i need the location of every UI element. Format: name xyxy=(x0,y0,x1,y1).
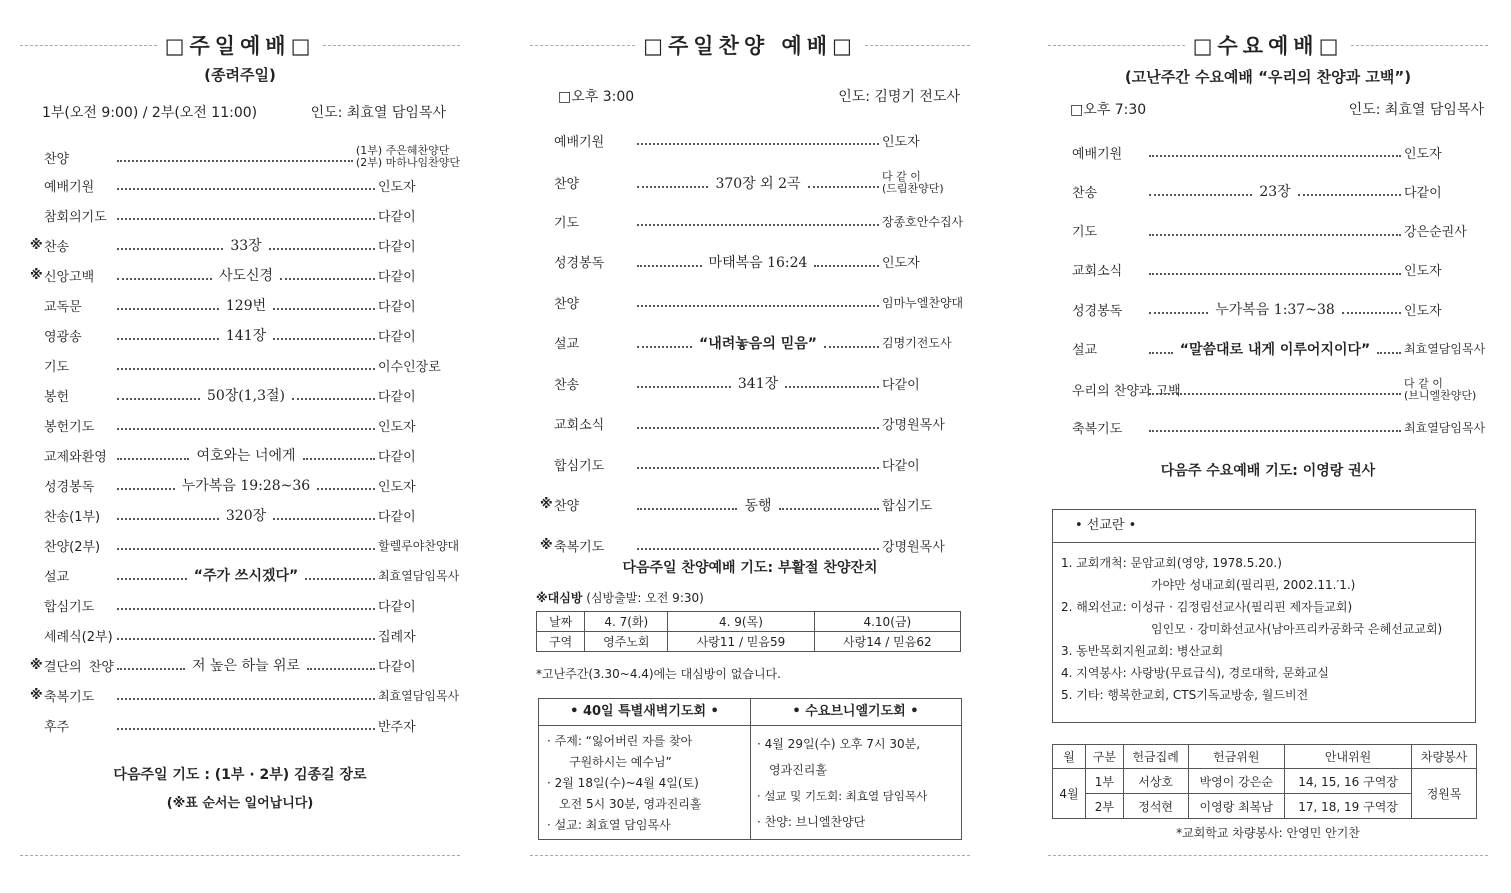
order-item-name: 예배기원 xyxy=(1072,146,1123,162)
order-row xyxy=(30,504,460,526)
order-item-performer: 최효열담임목사 xyxy=(378,688,460,703)
mission-list xyxy=(1061,552,1471,706)
performer-line: (2부) 마하나임찬양단 xyxy=(355,156,460,169)
order-row xyxy=(30,714,460,736)
order-item-performer: 인도자 xyxy=(1404,303,1442,319)
list-item: · 설교 및 기도회: 최효열 담임목사 xyxy=(757,789,928,803)
leader-dots xyxy=(117,458,189,460)
leader-dots xyxy=(273,518,375,520)
order-item-name: 봉헌기도 xyxy=(44,419,95,435)
duty-table xyxy=(1052,744,1477,819)
order-item-performer xyxy=(356,145,460,169)
order-item-name: 우리의 찬양과 고백 xyxy=(1072,384,1181,400)
leader-dots xyxy=(117,728,375,730)
leader-dots xyxy=(117,188,375,190)
order-row xyxy=(30,234,460,256)
order-item-performer: 이수인장로 xyxy=(378,359,441,375)
order-item-name: 신앙고백 xyxy=(44,269,95,285)
order-item-name: 성경봉독 xyxy=(1072,303,1123,319)
leader-dots xyxy=(117,578,187,580)
order-row xyxy=(1058,416,1488,438)
order-item-name: 찬송 xyxy=(1072,185,1098,201)
list-item: 가야만 성내교회(필리핀, 2002.11.′1.) xyxy=(1151,578,1356,592)
table-cell: 4.10(금) xyxy=(814,612,960,632)
title-row xyxy=(20,30,460,60)
order-row xyxy=(30,204,460,226)
table-row xyxy=(537,632,961,652)
leader-dots xyxy=(814,265,879,267)
order-item-detail: 23장 xyxy=(1259,184,1291,201)
list-item: 오전 5시 30분, 영과진리홀 xyxy=(559,797,702,811)
order-item-detail: 동행 xyxy=(744,497,772,514)
order-item-name: 찬양 xyxy=(554,177,580,192)
order-item-performer: 다같이 xyxy=(1404,185,1442,201)
order-row xyxy=(540,170,970,196)
order-item-name: 찬양 xyxy=(554,296,580,312)
order-item-performer: 할렐루야찬양대 xyxy=(378,538,460,553)
order-item-performer xyxy=(882,171,970,195)
order-item-detail: 누가복음 1:37~38 xyxy=(1215,302,1335,319)
order-item-detail: 33장 xyxy=(230,238,262,254)
order-row xyxy=(30,534,460,556)
order-item-name: 봉헌 xyxy=(44,389,70,405)
table-cell: 구역 xyxy=(537,632,585,652)
order-row xyxy=(540,210,970,232)
order-row xyxy=(1058,338,1488,360)
order-item-name: 합심기도 xyxy=(44,599,95,615)
order-item-performer: 합심기도 xyxy=(882,499,933,514)
wednesday-service-column xyxy=(1048,0,1488,893)
order-item-performer: 김명기전도사 xyxy=(882,336,952,350)
order-item-detail: 누가복음 19:28~36 xyxy=(181,478,311,494)
leader-dots xyxy=(1149,352,1173,354)
order-row xyxy=(30,624,460,646)
leader-dots xyxy=(117,668,185,670)
list-item: · 주제: “잃어버린 자를 찾아 xyxy=(547,734,693,748)
order-item-name: 교회소식 xyxy=(1072,264,1123,280)
prayer-meeting-box xyxy=(538,698,962,840)
order-item-name: 축복기도 xyxy=(44,689,95,705)
divider xyxy=(20,855,460,856)
leader-dots xyxy=(1149,155,1401,157)
leader-dots xyxy=(637,427,879,429)
praise-service-column xyxy=(530,0,970,893)
next-prayer: 다음주일 찬양예배 기도: 부활절 찬양잔치 xyxy=(622,560,878,576)
leader-dots xyxy=(117,308,219,310)
order-row xyxy=(1058,180,1488,202)
order-item-name: 기도 xyxy=(554,215,580,231)
order-item-name: 찬송 xyxy=(554,377,580,393)
order-item-name: 세례식(2부) xyxy=(44,629,113,645)
order-item-name: 찬양 xyxy=(554,499,580,514)
order-item-detail: 370장 외 2곡 xyxy=(715,175,801,192)
dawn-prayer-title: • 40일 특별새벽기도회 • xyxy=(539,699,751,726)
leader-dots xyxy=(637,265,702,267)
table-header-cell: 월 xyxy=(1053,745,1086,769)
list-item: 임인모 · 강미화선교사(남아프리카공화국 은혜선교교회) xyxy=(1151,622,1443,636)
order-item-performer: 인도자 xyxy=(882,134,920,150)
list-item: 1. 교회개척: 문암교회(영양, 1978.5.20.) xyxy=(1061,556,1282,570)
order-item-name: 결단의 찬양 xyxy=(44,659,114,675)
stand-mark: ※ xyxy=(30,267,43,283)
list-item: · 2월 18일(수)~4월 4일(토) xyxy=(547,776,699,790)
order-item-name: 영광송 xyxy=(44,329,82,345)
list-item: · 찬양: 브니엘찬양단 xyxy=(757,815,866,829)
order-row xyxy=(540,413,970,435)
order-row xyxy=(30,474,460,496)
order-item-performer: 다같이 xyxy=(378,329,416,345)
leader-dots xyxy=(117,160,353,162)
divider xyxy=(20,45,157,46)
leader-dots xyxy=(808,186,879,188)
leader-dots xyxy=(117,338,219,340)
order-item-performer: 최효열담임목사 xyxy=(1404,420,1486,435)
order-item-performer: 임마누엘찬양대 xyxy=(882,295,964,310)
order-item-name: 찬양 xyxy=(44,151,70,167)
order-item-performer: 인도자 xyxy=(1404,264,1442,280)
order-row xyxy=(540,251,970,273)
next-prayer: 다음주일 기도 : (1부 · 2부) 김종길 장로 xyxy=(113,767,367,783)
order-row xyxy=(1058,220,1488,242)
table-cell: 정석현 xyxy=(1123,794,1188,819)
table-row xyxy=(537,612,961,632)
leader-dots xyxy=(1149,194,1252,196)
service-meta xyxy=(530,86,970,106)
leader-dots xyxy=(637,224,879,226)
order-item-name: 축복기도 xyxy=(1072,421,1123,437)
stand-note: (※표 순서는 일어납니다) xyxy=(166,796,314,811)
order-item-name: 찬양(2부) xyxy=(44,539,101,555)
service-time: 1부(오전 9:00) / 2부(오전 11:00) xyxy=(42,105,258,121)
order-row xyxy=(540,372,970,394)
order-item-performer: 다같이 xyxy=(378,659,416,675)
table-cell: 4. 9(목) xyxy=(668,612,814,632)
table-cell: 2부 xyxy=(1086,794,1124,819)
next-prayer: 다음주 수요예배 기도: 이영랑 권사 xyxy=(1160,463,1376,479)
order-row xyxy=(1058,298,1488,320)
order-row xyxy=(30,294,460,316)
order-item-performer: 최효열담임목사 xyxy=(378,568,460,583)
order-row xyxy=(30,414,460,436)
table-row xyxy=(1053,745,1477,769)
stand-mark: ※ xyxy=(540,497,553,512)
table-cell: 날짜 xyxy=(537,612,585,632)
order-item-name: 설교 xyxy=(1072,343,1098,358)
divider xyxy=(750,725,751,839)
order-item-detail: “주가 쓰시겠다” xyxy=(193,568,299,584)
stand-mark: ※ xyxy=(30,657,43,673)
divider xyxy=(1048,45,1185,46)
leader-dots xyxy=(117,548,375,550)
section-title: □주일예배□ xyxy=(164,34,316,58)
order-item-name: 찬송(1부) xyxy=(44,509,101,525)
table-cell: 사랑11 / 믿음59 xyxy=(668,632,814,652)
leader-dots xyxy=(280,278,375,280)
order-row xyxy=(540,534,970,556)
order-item-name: 참회의기도 xyxy=(44,209,107,225)
order-item-detail: 여호와는 너에게 xyxy=(196,448,296,464)
performer-line: 다 같 이 xyxy=(882,169,921,183)
leader-dots xyxy=(637,143,879,145)
order-item-performer: 인도자 xyxy=(882,256,920,271)
leader-dots xyxy=(117,368,375,370)
order-item-name: 찬송 xyxy=(44,239,70,255)
order-item-name: 교제와환영 xyxy=(44,449,107,465)
leader-dots xyxy=(117,638,375,640)
leader-dots xyxy=(269,248,375,250)
table-cell: 서상호 xyxy=(1123,769,1188,794)
visit-note: *고난주간(3.30~4.4)에는 대심방이 없습니다. xyxy=(536,667,781,681)
order-item-name: 후주 xyxy=(44,719,70,735)
leader-dots xyxy=(117,698,375,700)
leader-dots xyxy=(117,248,223,250)
order-item-performer: 다같이 xyxy=(378,599,416,615)
mission-title: • 선교란 • xyxy=(1053,510,1475,543)
leader-dots xyxy=(273,308,375,310)
visit-heading xyxy=(536,589,704,606)
order-item-performer: 다같이 xyxy=(882,458,920,474)
order-item-performer: 다같이 xyxy=(882,377,920,393)
order-item-performer: 인도자 xyxy=(378,479,416,495)
table-cell: 박영이 강은순 xyxy=(1188,769,1284,794)
order-row xyxy=(30,324,460,346)
leader-dots xyxy=(1377,352,1401,354)
list-item: · 설교: 최효열 담임목사 xyxy=(547,818,671,832)
order-row xyxy=(1058,259,1488,281)
leader-dots xyxy=(637,508,737,510)
order-item-name: 기도 xyxy=(1072,225,1098,241)
order-row xyxy=(30,444,460,466)
order-item-name: 교회소식 xyxy=(554,418,605,433)
leader-dots xyxy=(117,278,212,280)
leader-dots xyxy=(637,186,708,188)
leader-dots xyxy=(637,386,731,388)
leader-dots xyxy=(303,458,375,460)
service-time: □오후 7:30 xyxy=(1070,102,1147,118)
table-cell: 17, 18, 19 구역장 xyxy=(1284,794,1411,819)
order-item-detail: “내려놓음의 믿음” xyxy=(699,335,817,352)
leader-dots xyxy=(637,467,879,469)
order-row xyxy=(540,291,970,313)
order-item-performer: 다같이 xyxy=(378,209,416,225)
leader-dots xyxy=(779,508,879,510)
leader-dots xyxy=(305,578,375,580)
divider xyxy=(1351,45,1488,46)
leader-dots xyxy=(117,428,375,430)
leader-dots xyxy=(117,608,375,610)
table-row xyxy=(1053,769,1477,794)
mission-box xyxy=(1052,509,1476,723)
leader-dots xyxy=(1149,234,1401,236)
leader-dots xyxy=(317,488,375,490)
table-cell: 1부 xyxy=(1086,769,1124,794)
divider xyxy=(865,45,970,46)
performer-line: (브니엘찬양단) xyxy=(1404,388,1477,402)
list-item: 4. 지역봉사: 사랑방(무료급식), 경로대학, 문화교실 xyxy=(1061,666,1329,680)
leader-dots xyxy=(1149,312,1208,314)
leader-dots xyxy=(637,548,879,550)
service-leader: 인도: 김명기 전도사 xyxy=(838,89,960,105)
dawn-prayer-details xyxy=(547,731,747,836)
order-item-name: 기도 xyxy=(44,359,70,375)
order-row xyxy=(540,129,970,151)
order-item-performer: 인도자 xyxy=(378,179,416,195)
list-item: 영과진리홀 xyxy=(769,763,827,777)
order-row xyxy=(30,594,460,616)
table-header-cell: 헌금집례 xyxy=(1123,745,1188,769)
order-item-performer: 다같이 xyxy=(378,299,416,315)
leader-dots xyxy=(785,386,879,388)
leader-dots xyxy=(1342,312,1401,314)
leader-dots xyxy=(1149,430,1401,432)
leader-dots xyxy=(1149,393,1401,395)
table-cell: 영주노회 xyxy=(585,632,668,652)
table-header-cell: 차량봉사 xyxy=(1412,745,1477,769)
order-row xyxy=(1058,141,1488,163)
divider xyxy=(530,855,970,856)
table-header-cell: 헌금위원 xyxy=(1188,745,1284,769)
order-item-detail: 141장 xyxy=(225,328,267,344)
order-row xyxy=(30,384,460,406)
section-title: □수요예배□ xyxy=(1192,34,1344,58)
order-item-performer: 다같이 xyxy=(378,389,416,405)
order-row xyxy=(540,494,970,516)
leader-dots xyxy=(117,518,219,520)
list-item: 5. 기타: 행복한교회, CTS기독교방송, 월드비전 xyxy=(1061,688,1309,702)
order-row xyxy=(30,354,460,376)
section-subtitle: (종려주일) xyxy=(204,66,276,84)
table-cell: 정원목 xyxy=(1412,769,1477,819)
table-cell: 4월 xyxy=(1053,769,1086,819)
order-item-performer: 집례자 xyxy=(378,629,416,645)
order-item-performer: 강명원목사 xyxy=(882,539,945,555)
service-leader: 인도: 최효열 담임목사 xyxy=(310,105,446,121)
order-item-detail: 사도신경 xyxy=(218,268,274,284)
order-item-detail: 50장(1,3절) xyxy=(206,388,286,404)
order-item-detail: 341장 xyxy=(737,376,779,392)
order-item-detail: 마태복음 16:24 xyxy=(708,254,808,271)
wednesday-prayer-details xyxy=(757,731,957,835)
stand-mark: ※ xyxy=(30,237,43,253)
order-row xyxy=(30,174,460,196)
divider xyxy=(323,45,460,46)
table-cell: 이영랑 최복남 xyxy=(1188,794,1284,819)
table-header-cell: 안내위원 xyxy=(1284,745,1411,769)
order-item-detail: 129번 xyxy=(225,298,267,314)
performer-line: (1부) 주은혜찬양단 xyxy=(355,144,450,157)
stand-mark: ※ xyxy=(30,687,43,703)
order-item-performer: 강은순권사 xyxy=(1404,225,1467,241)
order-item-performer: 장종호안수집사 xyxy=(882,214,964,229)
order-item-name: 교독문 xyxy=(44,299,82,315)
order-item-name: 성경봉독 xyxy=(554,256,605,271)
title-row xyxy=(1048,30,1488,60)
table-cell: 4. 7(화) xyxy=(585,612,668,632)
order-item-name: 성경봉독 xyxy=(44,479,95,495)
order-item-performer xyxy=(1404,378,1488,402)
leader-dots xyxy=(1298,194,1401,196)
service-leader: 인도: 최효열 담임목사 xyxy=(1348,102,1484,118)
sunday-service-column xyxy=(20,0,460,893)
order-item-performer: 다같이 xyxy=(378,509,416,525)
service-meta xyxy=(1048,99,1488,119)
table-header-cell: 구분 xyxy=(1086,745,1124,769)
service-meta xyxy=(20,102,460,122)
table-cell: 14, 15, 16 구역장 xyxy=(1284,769,1411,794)
order-row xyxy=(30,264,460,286)
leader-dots xyxy=(307,668,375,670)
order-item-performer: 인도자 xyxy=(1404,146,1442,162)
order-item-performer: 최효열담임목사 xyxy=(1404,342,1486,356)
order-item-detail: 320장 xyxy=(225,508,267,524)
leader-dots xyxy=(292,398,375,400)
order-item-name: 예배기원 xyxy=(44,179,95,195)
order-item-performer: 다같이 xyxy=(378,269,416,285)
order-row xyxy=(30,654,460,676)
order-row xyxy=(540,332,970,354)
visit-table xyxy=(536,611,961,652)
order-item-performer: 반주자 xyxy=(378,719,416,735)
wednesday-prayer-title: • 수요브니엘기도회 • xyxy=(750,699,961,726)
order-item-performer: 강명원목사 xyxy=(882,418,945,433)
list-item: 3. 동반목회지원교회: 병산교회 xyxy=(1061,644,1224,658)
title-row xyxy=(530,30,970,60)
order-row xyxy=(1058,377,1488,403)
order-item-name: 축복기도 xyxy=(554,539,605,555)
order-item-detail: “말씀대로 내게 이루어지이다” xyxy=(1179,341,1371,358)
order-item-detail: 저 높은 하늘 위로 xyxy=(191,658,301,674)
leader-dots xyxy=(117,488,175,490)
performer-line: (드림찬양단) xyxy=(882,181,944,195)
order-row xyxy=(30,564,460,586)
divider xyxy=(1048,855,1488,856)
divider xyxy=(530,45,635,46)
section-title: □주일찬양 예배□ xyxy=(643,34,857,58)
order-row xyxy=(30,144,460,170)
leader-dots xyxy=(637,305,879,307)
leader-dots xyxy=(117,218,375,220)
table-cell: 사랑14 / 믿음62 xyxy=(814,632,960,652)
order-item-name: 예배기원 xyxy=(554,134,605,150)
order-row xyxy=(30,684,460,706)
stand-mark: ※ xyxy=(540,537,553,553)
leader-dots xyxy=(1149,273,1401,275)
leader-dots xyxy=(637,346,692,348)
performer-line: 다 같 이 xyxy=(1404,376,1443,390)
leader-dots xyxy=(117,398,200,400)
order-row xyxy=(540,453,970,475)
visit-label: ※대심방 xyxy=(536,591,583,605)
order-item-performer: 다같이 xyxy=(378,239,416,255)
list-item: 구원하시는 예수님” xyxy=(569,755,672,769)
section-subtitle: (고난주간 수요예배 “우리의 찬양과 고백”) xyxy=(1124,68,1412,86)
list-item: · 4월 29일(수) 오후 7시 30분, xyxy=(757,737,921,751)
service-time: □오후 3:00 xyxy=(558,89,635,105)
leader-dots xyxy=(273,338,375,340)
list-item: 2. 해외선교: 이성규 · 김정림선교사(필리핀 제자들교회) xyxy=(1061,600,1353,614)
leader-dots xyxy=(824,346,879,348)
order-item-performer: 인도자 xyxy=(378,419,416,435)
order-item-name: 설교 xyxy=(554,337,580,352)
duty-note: *교회학교 차량봉사: 안영민 안기찬 xyxy=(1176,826,1360,840)
order-item-name: 합심기도 xyxy=(554,458,605,474)
order-item-name: 설교 xyxy=(44,569,70,585)
visit-depart: (심방출발: 오전 9:30) xyxy=(586,591,704,605)
order-item-performer: 다같이 xyxy=(378,449,416,465)
